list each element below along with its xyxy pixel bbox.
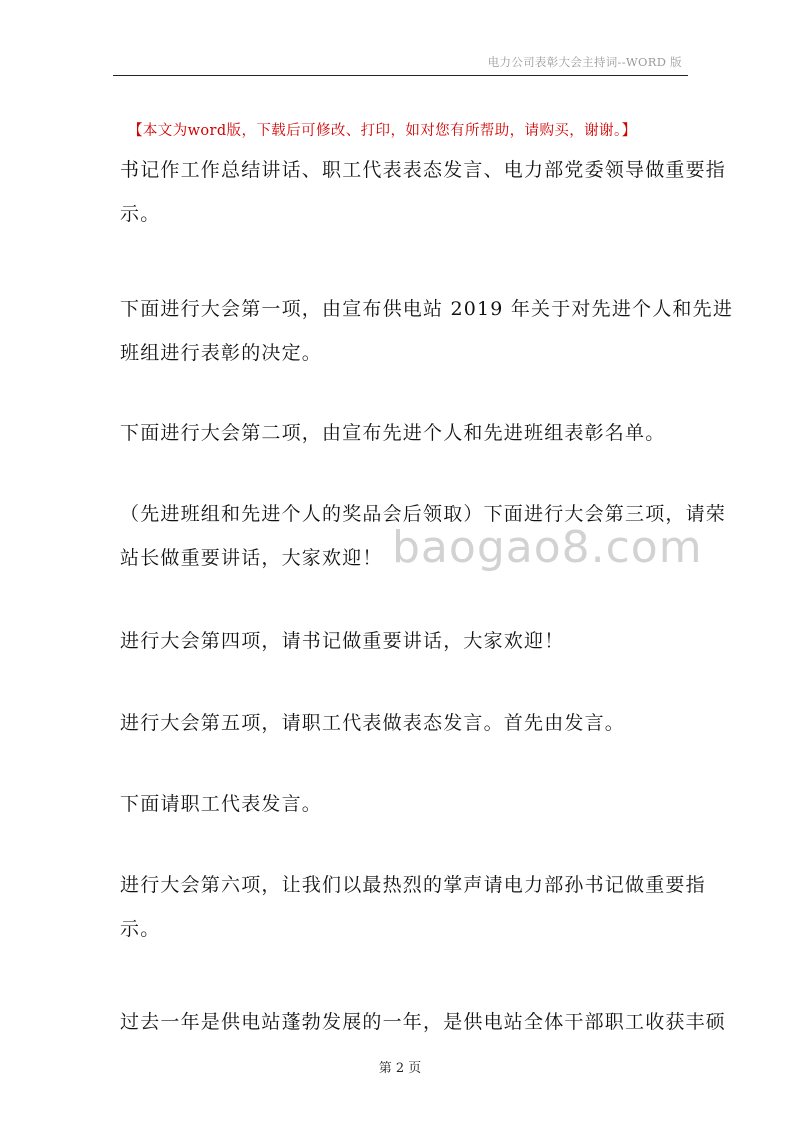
paragraph-2 <box>120 287 734 375</box>
paragraph-line: 站长做重要讲话，大家欢迎！ <box>120 547 383 569</box>
purchase-notice: 【本文为word版，下载后可修改、打印，如对您有所帮助，请购买，谢谢。】 <box>128 123 637 139</box>
paragraph-line: 进行大会第五项，请职工代表做表态发言。首先由发言。 <box>120 712 626 734</box>
site-watermark: baogao8.com <box>392 522 703 573</box>
paragraph-line: 下面进行大会第二项，由宣布先进个人和先进班组表彰名单。 <box>120 422 666 444</box>
paragraph-line: 过去一年是供电站蓬勃发展的一年，是供电站全体干部职工收获丰硕 <box>120 1011 727 1033</box>
paragraph-line: （先进班组和先进个人的奖品会后领取）下面进行大会第三项，请荣 <box>120 503 727 525</box>
paragraph-7 <box>120 782 695 826</box>
paragraph-line: 下面请职工代表发言。 <box>120 793 323 815</box>
paragraph-line: 班组进行表彰的决定。 <box>120 342 323 364</box>
header-divider <box>113 75 688 76</box>
paragraph-1 <box>120 148 727 236</box>
paragraph-line: 示。 <box>120 203 161 225</box>
running-header-title: 电力公司表彰大会主持词--WORD 版 <box>487 55 682 69</box>
paragraph-6 <box>120 701 695 745</box>
paragraph-4 <box>120 492 727 580</box>
paragraph-line: 进行大会第四项，请书记做重要讲话，大家欢迎！ <box>120 630 565 652</box>
paragraph-8 <box>120 863 706 951</box>
paragraph-3 <box>120 411 695 455</box>
paragraph-line: 书记作工作总结讲话、职工代表表态发言、电力部党委领导做重要指 <box>120 159 727 181</box>
paragraph-line: 进行大会第六项，让我们以最热烈的掌声请电力部孙书记做重要指 <box>120 874 706 896</box>
paragraph-line: 示。 <box>120 918 161 940</box>
paragraph-5 <box>120 619 695 663</box>
page-number: 第 2 页 <box>378 1061 422 1076</box>
paragraph-9 <box>120 1000 727 1044</box>
paragraph-line: 下面进行大会第一项，由宣布供电站 2019 年关于对先进个人和先进 <box>120 298 734 320</box>
